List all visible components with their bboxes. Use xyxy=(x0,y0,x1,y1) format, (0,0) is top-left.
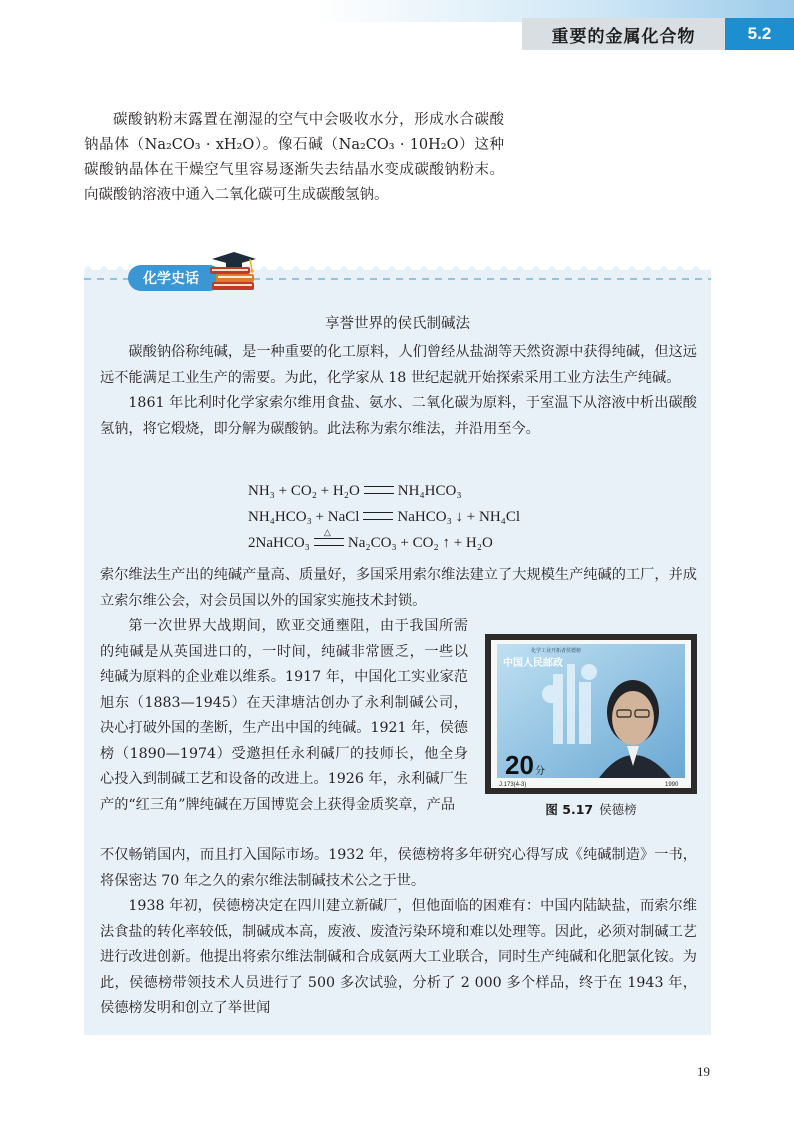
paragraph-text: 碳酸钠俗称纯碱，是一种重要的化工原料，人们曾经从盐湖等天然资源中获得纯碱，但这远远不能满足工业生产的需要。为此，化学家从 18 世纪起就开始探索采用工业方法生产纯碱。 xyxy=(100,344,697,386)
intro-text-b: ）。像石碱（ xyxy=(254,137,339,153)
hou-debang-stamp-image xyxy=(485,634,697,794)
paragraph-text: 索尔维法生产出的纯碱产量高、质量好，多国采用索尔维法建立了大规模生产纯碱的工厂，并成立索尔维公会，对会员国以外的国家实施技术封锁。 xyxy=(100,567,697,609)
box-heading: 享誉世界的侯氏制碱法 xyxy=(325,316,470,332)
history-tab-label: 化学史话 xyxy=(128,265,222,291)
reaction-equations xyxy=(248,478,608,556)
figure-caption xyxy=(485,800,697,818)
box-paragraph-4-wide xyxy=(100,843,697,1022)
figure-number: 图 5.17 xyxy=(545,802,594,817)
equals-sign-heat xyxy=(314,526,344,546)
equals-sign xyxy=(364,486,394,494)
stamp-value: 20 xyxy=(505,750,534,780)
section-number: 5.2 xyxy=(725,18,794,50)
page-number: 19 xyxy=(697,1064,710,1079)
equation-2-right: NaHCO₃ ↓ + NH₄Cl xyxy=(397,509,521,525)
equation-3-left: 2NaHCO₃ xyxy=(248,535,310,551)
formula-hydrate: Na₂CO₃ · xH₂O xyxy=(144,137,255,153)
equation-1-left: NH₃ + CO₂ + H₂O xyxy=(248,483,360,499)
intro-text-c: ）这种碳酸钠晶体在干燥空气里容易逐渐失去结晶水变成碳酸钠粉末。向碳酸钠溶液中通入二氧化碳可生成碳酸氢钠。 xyxy=(84,137,504,203)
equation-3-right: Na₂CO₃ + CO₂ ↑ + H₂O xyxy=(347,535,493,551)
chapter-title: 重要的金属化合物 xyxy=(522,18,725,50)
stamp-series: J.173(4-3) xyxy=(499,782,527,788)
box-paragraph-4-narrow xyxy=(100,614,468,818)
paragraph-text: 第一次世界大战期间，欧亚交通壅阻，由于我国所需的纯碱是从英国进口的，一时间，纯碱非常匮乏，一些以纯碱为原料的企业难以维系。1917 年，中国化工实业家范旭东（1883—1945）在天津塘沽创办了永利制碱公司，决心打破外国的垄断，生产出中国的纯碱。1921 年，侯德榜（1890—1974）受邀担任永利碱厂的技师长，他全身心投入到制碱工艺和设备的改进上。1926 年，永利碱厂生产的“红三角”牌纯碱在万国博览会上获得金质奖章，产品 xyxy=(100,618,468,813)
stamp-side-text: 化学工业开拓者侯德榜 xyxy=(531,648,582,654)
equation-2 xyxy=(248,504,608,530)
stamp-unit: 分 xyxy=(535,766,545,777)
equals-sign xyxy=(363,512,393,520)
books-mortarboard-icon xyxy=(206,250,262,296)
equation-3 xyxy=(248,526,608,556)
equation-1 xyxy=(248,478,608,504)
paragraph-text: 1938 年初，侯德榜决定在四川建立新碱厂，但他面临的困难有：中国内陆缺盐，而索尔维法食盐的转化率较低，制碱成本高，废液、废渣污染环境和难以处理等。因此，必须对制碱工艺进行改进创新。他提出将索尔维法制碱和合成氨两大工业联合，同时生产纯碱和化肥氯化铵。为此，侯德榜带领技术人员进行了 500 多次试验，分析了 2 000 多个样品，终于在 1943 年，侯德榜发明和创立了举世闻 xyxy=(100,898,697,1016)
paragraph-text: 不仅畅销国内，而且打入国际市场。1932 年，侯德榜将多年研究心得写成《纯碱制造》一书，将保密达 70 年之久的索尔维法制碱技术公之于世。 xyxy=(100,847,697,889)
heat-condition: △ xyxy=(323,526,331,537)
equation-1-right: NH₄HCO₃ xyxy=(397,483,462,499)
intro-text-a: 碳酸钠粉末露置在潮湿的空气中会吸收水分，形成水合碳酸钠晶体（ xyxy=(84,112,504,153)
box-paragraph-3 xyxy=(100,563,697,614)
figure-caption-text: 侯德榜 xyxy=(599,802,637,817)
formula-decahydrate: Na₂CO₃ · 10H₂O xyxy=(338,137,459,153)
intro-paragraph xyxy=(84,108,504,208)
stamp-country-text: 中国人民邮政 xyxy=(503,658,563,669)
box-paragraph-1 xyxy=(100,340,697,442)
paragraph-text: 1861 年比利时化学家索尔维用食盐、氨水、二氧化碳为原料，于室温下从溶液中析出碳酸氢钠，将它煅烧，即分解为碳酸钠。此法称为索尔维法，并沿用至今。 xyxy=(100,395,697,437)
equation-2-left: NH₄HCO₃ + NaCl xyxy=(248,509,360,525)
stamp-year: 1990 xyxy=(665,782,679,788)
